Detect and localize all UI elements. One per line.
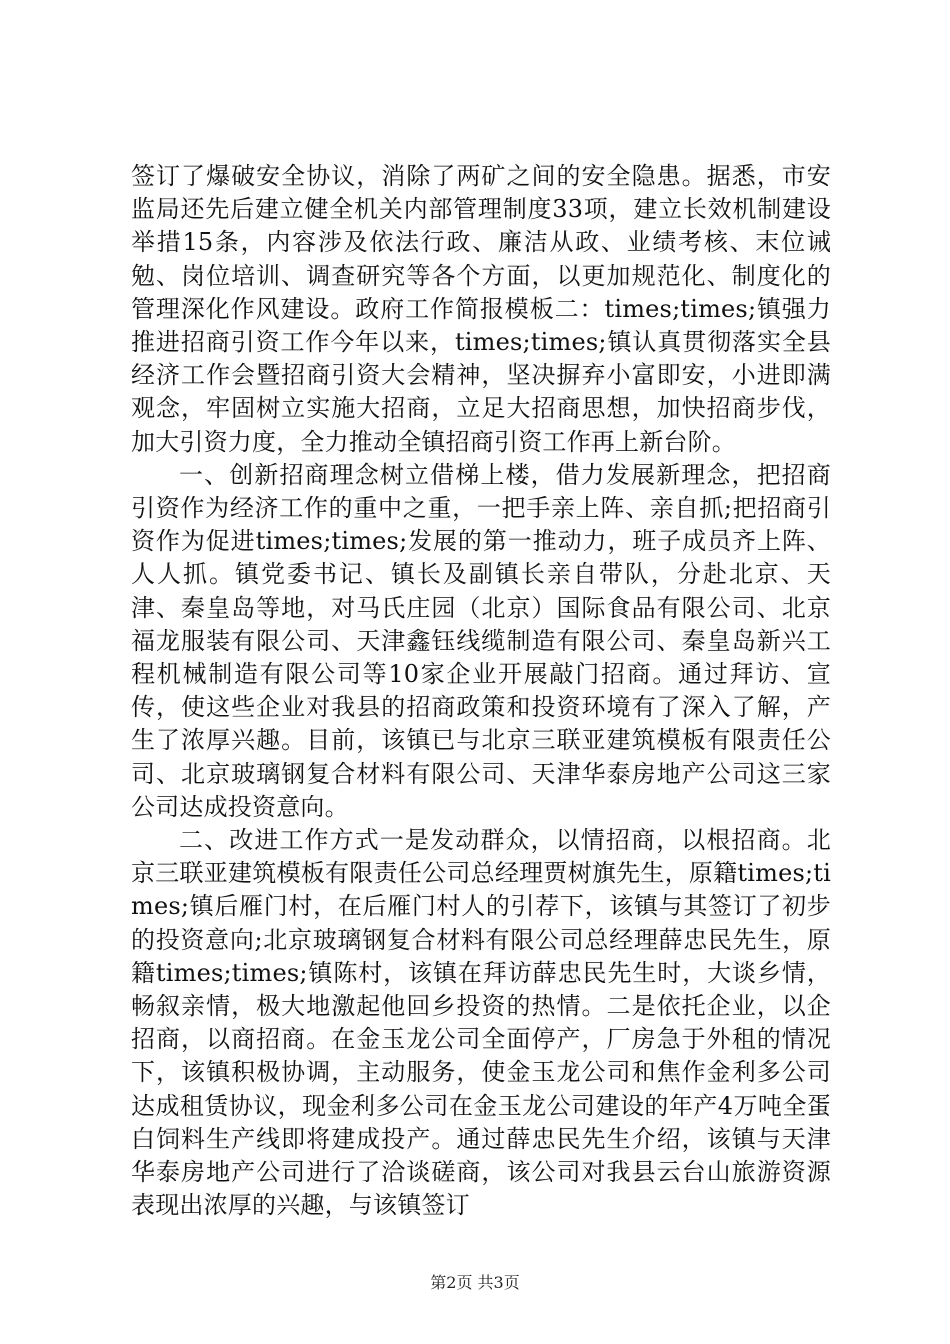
page-number-label: 第2页 共3页 — [430, 1273, 520, 1292]
document-body — [131, 160, 831, 1223]
page-footer — [0, 1273, 950, 1293]
paragraph-2: 一、创新招商理念树立借梯上楼，借力发展新理念，把招商引资作为经济工作的重中之重，一把手亲上阵、亲自抓;把招商引资作为促进times;times;发展的第一推动力，班子成员齐上阵、人人抓。镇党委书记、镇长及副镇长亲自带队，分赴北京、天津、秦皇岛等地，对马氏庄园（北京）国际食品有限公司、北京福龙服装有限公司、天津鑫钰线缆制造有限公司、秦皇岛新兴工程机械制造有限公司等10家企业开展敲门招商。通过拜访、宣传，使这些企业对我县的招商政策和投资环境有了深入了解，产生了浓厚兴趣。目前，该镇已与北京三联亚建筑模板有限责任公司、北京玻璃钢复合材料有限公司、天津华泰房地产公司这三家公司达成投资意向。 — [131, 460, 831, 821]
paragraph-3: 二、改进工作方式一是发动群众，以情招商，以根招商。北京三联亚建筑模板有限责任公司总经理贾树旗先生，原籍times;times;镇后雁门村，在后雁门村人的引荐下，该镇与其签订了初步的投资意向;北京玻璃钢复合材料有限公司总经理薛忠民先生，原籍times;times;镇陈村，该镇在拜访薛忠民先生时，大谈乡情，畅叙亲情，极大地激起他回乡投资的热情。二是依托企业，以企招商，以商招商。在金玉龙公司全面停产，厂房急于外租的情况下，该镇积极协调，主动服务，使金玉龙公司和焦作金利多公司达成租赁协议，现金利多公司在金玉龙公司建设的年产4万吨全蛋白饲料生产线即将建成投产。通过薛忠民先生介绍，该镇与天津华泰房地产公司进行了洽谈磋商，该公司对我县云台山旅游资源表现出浓厚的兴趣，与该镇签订 — [131, 826, 831, 1220]
paragraph-1: 签订了爆破安全协议，消除了两矿之间的安全隐患。据悉，市安监局还先后建立健全机关内部管理制度33项，建立长效机制建设举措15条，内容涉及依法行政、廉洁从政、业绩考核、末位诫勉、岗位培训、调查研究等各个方面，以更加规范化、制度化的管理深化作风建设。政府工作简报模板二：times;times;镇强力推进招商引资工作今年以来，times;times;镇认真贯彻落实全县经济工作会暨招商引资大会精神，坚决摒弃小富即安，小进即满观念，牢固树立实施大招商，立足大招商思想，加快招商步伐，加大引资力度，全力推动全镇招商引资工作再上新台阶。 — [131, 162, 831, 456]
